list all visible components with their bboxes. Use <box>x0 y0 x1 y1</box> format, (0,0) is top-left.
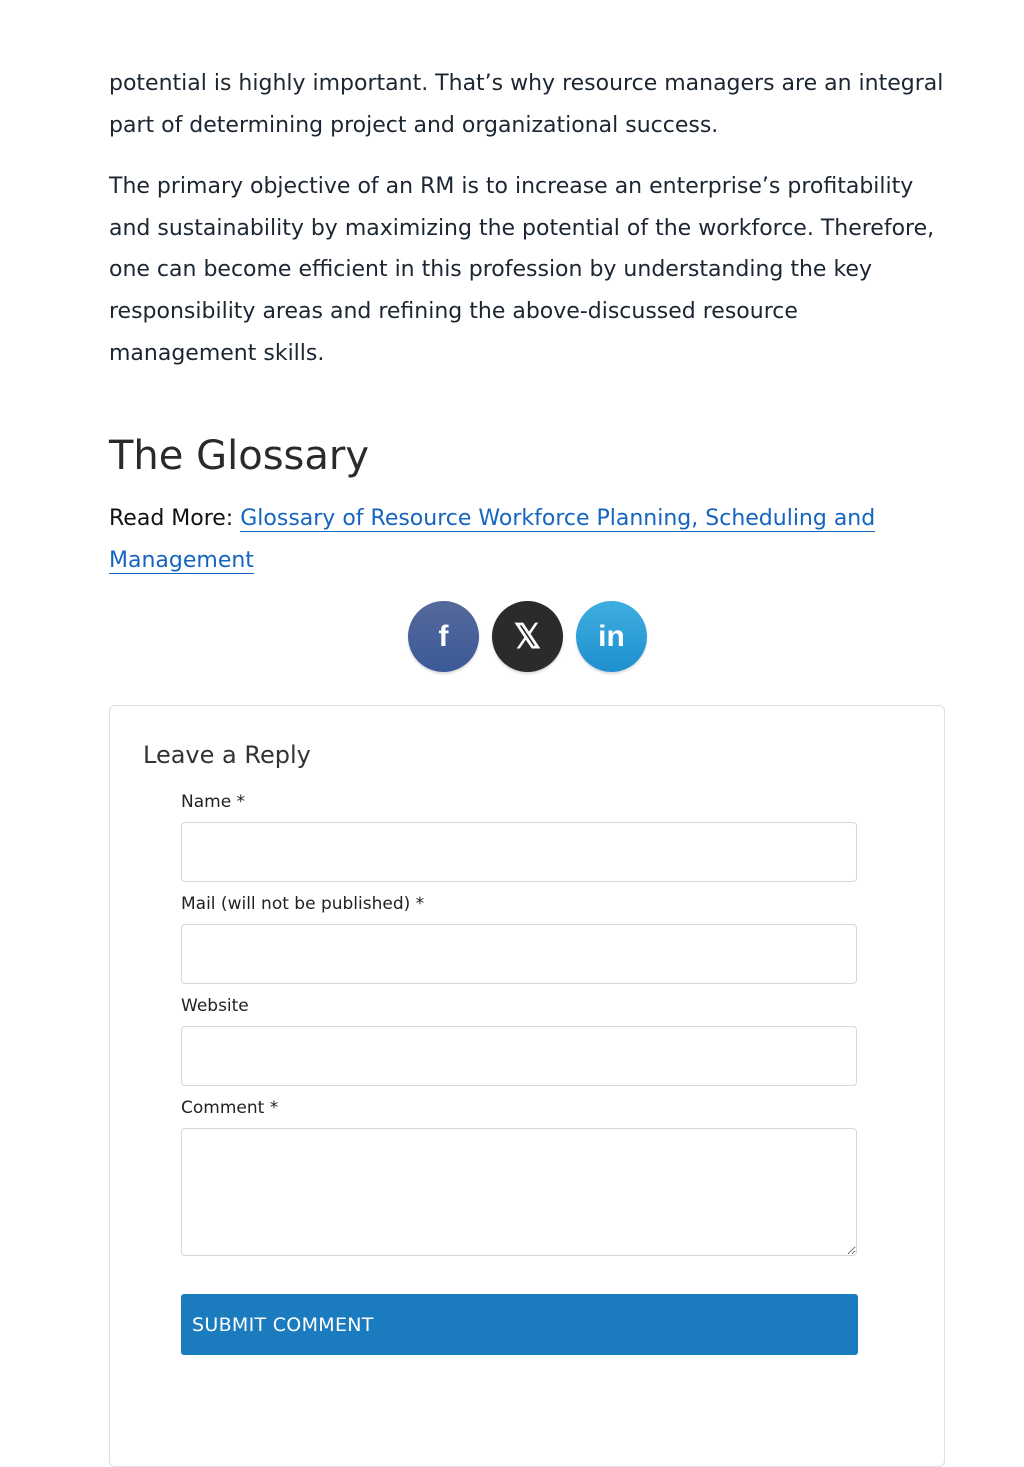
article-paragraph: potential is highly important. That’s why resource managers are an integral part of determining project and organizational success. <box>109 71 944 138</box>
glossary-link[interactable]: Glossary of Resource Workforce Planning, Scheduling and Management <box>109 506 876 573</box>
comment-label: Comment * <box>181 1098 279 1118</box>
website-input[interactable] <box>181 1026 857 1086</box>
x-share-button[interactable] <box>492 601 563 672</box>
article-paragraph: The primary objective of an RM is to increase an enterprise’s profitability and sustainability by maximizing the potential of the workforce. Therefore, one can become efficient in this profession by understanding the key responsibility areas and refining the above-discussed resource management skills. <box>109 174 935 366</box>
submit-comment-button[interactable]: SUBMIT COMMENT <box>181 1294 858 1355</box>
comment-textarea[interactable] <box>181 1128 857 1256</box>
website-label: Website <box>181 996 249 1016</box>
facebook-icon: f <box>438 619 449 653</box>
mail-label: Mail (will not be published) * <box>181 894 425 914</box>
linkedin-share-button[interactable] <box>576 601 647 672</box>
social-share-bar <box>408 601 647 672</box>
section-heading: The Glossary <box>109 433 369 479</box>
name-label: Name * <box>181 792 246 812</box>
linkedin-icon: in <box>598 619 625 653</box>
read-more <box>109 498 945 581</box>
x-icon: 𝕏 <box>513 617 542 656</box>
facebook-share-button[interactable] <box>408 601 479 672</box>
reply-title: Leave a Reply <box>143 741 311 769</box>
comment-form <box>109 705 945 1467</box>
name-input[interactable] <box>181 822 857 882</box>
read-more-label: Read More: <box>109 506 234 531</box>
email-input[interactable] <box>181 924 857 984</box>
